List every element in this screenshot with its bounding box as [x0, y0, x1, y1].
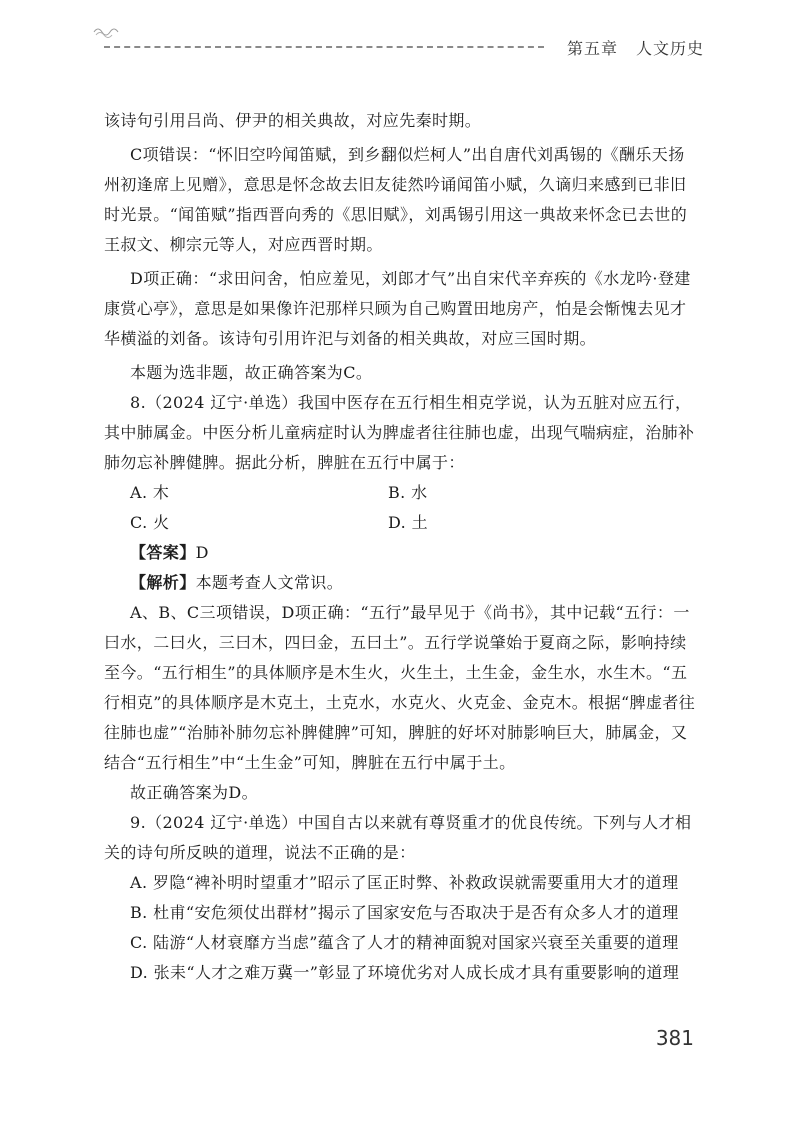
q8-option-c: C. 火: [130, 513, 170, 532]
q8-options-row-2: [130, 508, 700, 538]
running-header: [567, 36, 704, 59]
paragraph: 本题为选非题，故正确答案为C。: [130, 363, 373, 382]
question-8-stem: 8.（2024 辽宁·单选）我国中医存在五行相生相克学说，认为五脏对应五行，其中肺属金。中医分析儿童病症时认为脾虚者往往肺也虚，出现气喘病症，治肺补肺勿忘补脾健脾。据此分析，脾脏在五行中属于：: [104, 393, 695, 472]
q9-option-b: B. 杜甫“安危须仗出群材”揭示了国家安危与否取决于是否有众多人才的道理: [130, 903, 679, 922]
page-number: 381: [655, 1026, 694, 1050]
q8-option-b: B. 水: [388, 483, 428, 502]
paragraph: C项错误：“怀旧空吟闻笛赋，到乡翻似烂柯人”出自唐代刘禹锡的《酬乐天扬州初逢席上见赠》，意思是怀念故去旧友徒然吟诵闻笛小赋，久谪归来感到已非旧时光景。“闻笛赋”指西晋向秀的《思旧赋》，刘禹锡引用这一典故来怀念已去世的王叔文、柳宗元等人，对应西晋时期。: [104, 145, 688, 254]
q8-option-a: A. 木: [130, 483, 170, 502]
chapter-number: 第五章: [566, 39, 618, 58]
chapter-title: 人文历史: [635, 39, 704, 58]
answer-value: D: [195, 543, 209, 562]
paragraph: D项正确：“求田问舍，怕应羞见，刘郎才气”出自宋代辛弃疾的《水龙吟·登建康赏心亭》，意思是如果像许汜那样只顾为自己购置田地房产，怕是会惭愧去见才华横溢的刘备。该诗句引用许汜与刘备的相关典故，对应三国时期。: [104, 269, 691, 348]
q8-conclusion: 故正确答案为D。: [130, 783, 259, 802]
q8-options-row-1: [130, 478, 700, 508]
q9-option-a: A. 罗隐“裨补明时望重才”昭示了匡正时弊、补救政误就需要重用大才的道理: [130, 873, 679, 892]
answer-label: 【答案】: [130, 543, 196, 562]
question-9-stem: 9.（2024 辽宁·单选）中国自古以来就有尊贤重才的优良传统。下列与人才相关的诗句所反映的道理，说法不正确的是：: [104, 813, 692, 862]
q8-analysis-body: A、B、C三项错误，D项正确：“五行”最早见于《尚书》，其中记载“五行：一曰水，二曰火，三曰木，四曰金，五曰土”。五行学说肇始于夏商之际，影响持续至今。“五行相生”的具体顺序是木生火，火生土，土生金，金生水，水生木。“五行相克”的具体顺序是木克土，土克水，水克火、火克金、金克木。根据“脾虚者往往肺也虚”“治肺补肺勿忘补脾健脾”可知，脾脏的好坏对肺影响巨大，肺属金，又结合“五行相生”中“土生金”可知，脾脏在五行中属于土。: [104, 603, 696, 772]
q9-option-c: C. 陆游“人材衰靡方当虑”蕴含了人才的精神面貌对国家兴衰至关重要的道理: [130, 933, 679, 952]
q8-analysis: [130, 568, 700, 598]
q8-option-d: D. 土: [388, 513, 429, 532]
q8-answer: [130, 538, 700, 568]
paragraph: 该诗句引用吕尚、伊尹的相关典故，对应先秦时期。: [104, 111, 482, 130]
analysis-intro: 本题考查人文常识。: [195, 573, 344, 592]
page-body: [104, 106, 700, 988]
q9-option-d: D. 张耒“人才之难万冀一”彰显了环境优劣对人成长成才具有重要影响的道理: [130, 963, 680, 982]
publisher-logo-icon: [92, 24, 122, 38]
header-rule: [104, 46, 544, 48]
analysis-label: 【解析】: [130, 573, 196, 592]
